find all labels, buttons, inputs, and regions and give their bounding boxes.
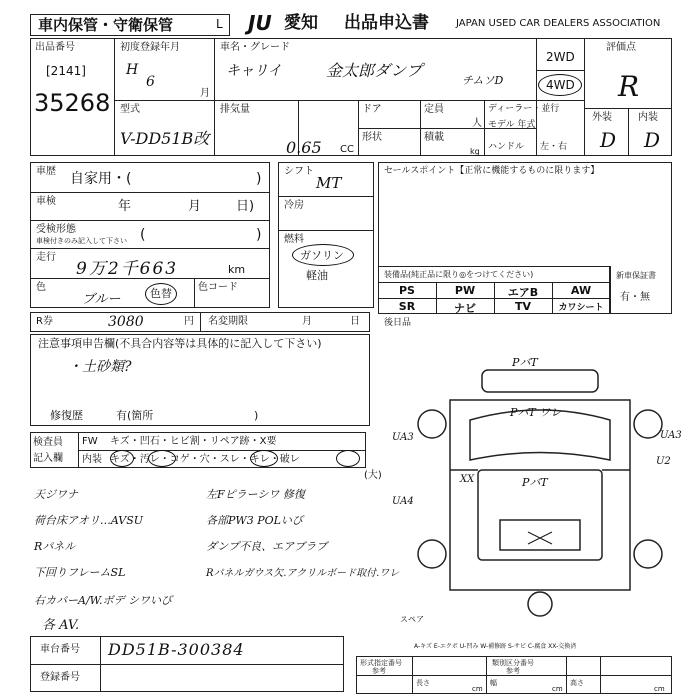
drive-4wd: 4WD [546,78,575,92]
diag-right-mid: U2 [656,456,671,467]
diag-legend: A-キズ E-エクボ U-凹み W-補修跡 S-サビ C-腐食 XX-交換済 [414,643,577,650]
brand-logo: JU [248,11,272,35]
ext-label: FW [82,436,98,447]
width-cm: cm [552,685,563,693]
registration-label: 初度登録年月 [120,42,180,53]
warranty-label: 新車保証書 [616,271,656,280]
equip-seat: カワシート [558,303,604,313]
steering-label: ハンドル [488,142,525,152]
int-label: 内装 [82,454,102,465]
model-label: 型式 [120,104,140,115]
score-value: R [618,70,640,103]
lot-sub-number: [2141] [46,64,86,78]
shape-label: 形状 [362,132,382,143]
history-label: 車歴 [36,166,56,177]
storage-tag: 車内保管・守衛保管 [38,16,174,34]
steering-options: 左・右 [540,142,568,152]
remark-5: 右カバーA/W.ボデ シワいび [34,594,173,607]
lot-label: 出品番号 [35,42,75,53]
diag-top: PバT [512,356,538,369]
diag-left-mid: UA4 [392,496,414,507]
remark-3a: Rパネル [34,540,76,553]
car-name-label: 車名・グレード [220,42,290,53]
notes-line1: ・土砂類? [68,359,132,375]
int-circle-tear [336,450,360,467]
fuel-label: 燃料 [284,234,304,245]
form-number-label: 形式指定番号 [360,659,402,667]
int-items: キズ・汚レ・コゲ・穴・スレ・キレ・破レ [110,454,300,465]
height-label: 高さ [570,679,584,687]
car-note: チムソD [462,74,504,87]
ref-label: 参考 [372,667,386,675]
diag-right-top: UA3 [660,430,682,441]
remark-4a: 下回りフレームSL [34,566,126,579]
remark-4b: Rパネルガウス欠.アクリルボード取付.ワレ [206,568,400,579]
ext-items: キズ・凹石・ヒビ割・リペア跡・X要 [110,436,277,447]
fuel-diesel: 軽油 [306,269,328,282]
repair-value: 有(箇所 [116,409,154,422]
int-circle-scratch [110,450,134,467]
tow-label: 受検形態 [36,224,76,235]
notes-label: 注意事項申告欄(不具合内容等は具体的に記入して下さい) [38,337,322,350]
inspection-month-unit: 月 [188,199,202,214]
color-changed-circle [145,283,177,305]
displacement-unit: CC [340,144,354,155]
length-cm: cm [472,685,483,693]
load-label: 積載 [424,132,444,143]
length-label: 長さ [416,679,430,687]
width-label: 幅 [490,679,497,687]
fuel-gasoline: ガソリン [300,249,344,262]
exterior-score: D [600,128,617,152]
diag-roof: PバT ワレ [510,406,562,419]
remark-3b: ダンプ不良、エアブラブ [206,540,328,553]
aftermarket-label: 後日品 [384,318,412,328]
remark-2b: 各部PW3 POLいび [206,514,303,527]
model-value: V-DD51B改 [120,129,210,148]
mileage-label: 走行 [36,252,56,263]
registration-year: 6 [146,74,155,90]
size-mark: (大) [364,470,382,481]
recycle-label: R券 [36,316,53,327]
int-circle-wear [250,450,278,467]
remark-6: 各 AV. [42,618,80,633]
chassis-value: DD51B-300384 [108,640,245,659]
registration-era: H [126,62,139,78]
lot-number: 35268 [34,89,111,117]
mileage-unit: km [228,263,246,276]
equip-airbag: エアB [507,286,539,299]
remark-1a: 天ジワナ [34,488,78,501]
car-make: キャリイ [226,63,282,79]
color-code-label: 色コード [198,282,238,293]
chassis-label: 車台番号 [40,644,80,655]
shift-label: シフト [284,166,314,177]
inspection-day-unit: 日) [236,199,255,214]
fuel-gasoline-circle [292,244,354,266]
tow-close: ) [256,227,262,243]
name-change-month: 月 [302,316,312,327]
history-value: 自家用・( [70,171,132,187]
equip-navi: ナビ [454,302,476,315]
name-change-label: 名変期限 [208,316,248,327]
class-number-label: 類別区分番号 [492,659,534,667]
interior-score: D [644,128,661,152]
sales-point-label: セールスポイント【正常に機能するものに限ります】 [384,166,600,176]
color-value: ブルー [82,292,121,307]
diag-xx: XX [460,474,475,485]
exterior-label: 外装 [592,112,612,123]
car-diagram [410,360,670,620]
reg-label: 登録番号 [40,672,80,683]
door-label: ドア [362,104,382,115]
shift-value: MT [316,174,342,192]
color-changed: 色替 [150,287,172,300]
score-label: 評価点 [606,42,636,53]
recycle-value: 3080 [108,314,144,330]
drive-4wd-circle [538,74,582,96]
car-grade: 金太郎ダンプ [326,61,423,80]
diag-spare: スペア [400,615,424,624]
drive-2wd: 2WD [546,50,575,64]
org-name: 愛知 [284,13,318,33]
remark-1b: 左Fピラーシワ 修復 [206,488,305,501]
equip-tv: TV [514,300,532,313]
registration-month-unit: 月 [200,88,210,99]
inspection-label: 車検 [36,196,56,207]
capacity-unit: 人 [472,118,482,129]
warranty-value: 有・無 [620,292,650,303]
equip-ps: PS [399,284,415,297]
storage-letter: L [216,17,223,31]
mileage-value: 9万2千663 [76,259,179,279]
height-cm: cm [654,685,665,693]
dealer-label: ディーラー・並行 [488,104,560,114]
int-circle-dirt [148,450,176,467]
ref-label-2: 参考 [506,667,520,675]
recycle-unit: 円 [184,316,194,327]
load-unit: kg [470,147,480,156]
color-label: 色 [36,282,46,293]
model-year-label: モデル 年式 [488,120,536,130]
inspector-label2: 記入欄 [33,453,63,464]
name-change-day: 日 [350,316,360,327]
association-name: JAPAN USED CAR DEALERS ASSOCIATION [456,18,661,29]
interior-label: 内装 [638,112,658,123]
history-close: ) [256,171,262,187]
equipment-label: 装備品(純正品に限り◎をつけてください) [384,270,534,279]
tow-sub: 車検付きのみ記入して下さい [36,237,127,245]
diag-left-top: UA3 [392,432,414,443]
ac-label: 冷房 [284,200,304,211]
equip-sr: SR [398,300,416,313]
equip-pw: PW [454,284,476,297]
capacity-label: 定員 [424,104,444,115]
inspection-year-unit: 年 [118,199,132,214]
diag-bed: PバT [522,476,548,489]
equip-aw: AW [570,284,592,297]
tow-open: ( [140,227,146,243]
inspector-label1: 検査員 [33,437,63,448]
remark-2a: 荷台床アオリ…AVSU [34,514,144,527]
repair-close: ) [254,409,259,422]
displacement-label: 排気量 [220,104,250,115]
form-title: 出品申込書 [344,13,429,33]
displacement-value: 0.65 [286,138,322,157]
repair-label: 修復歴 [50,409,83,422]
